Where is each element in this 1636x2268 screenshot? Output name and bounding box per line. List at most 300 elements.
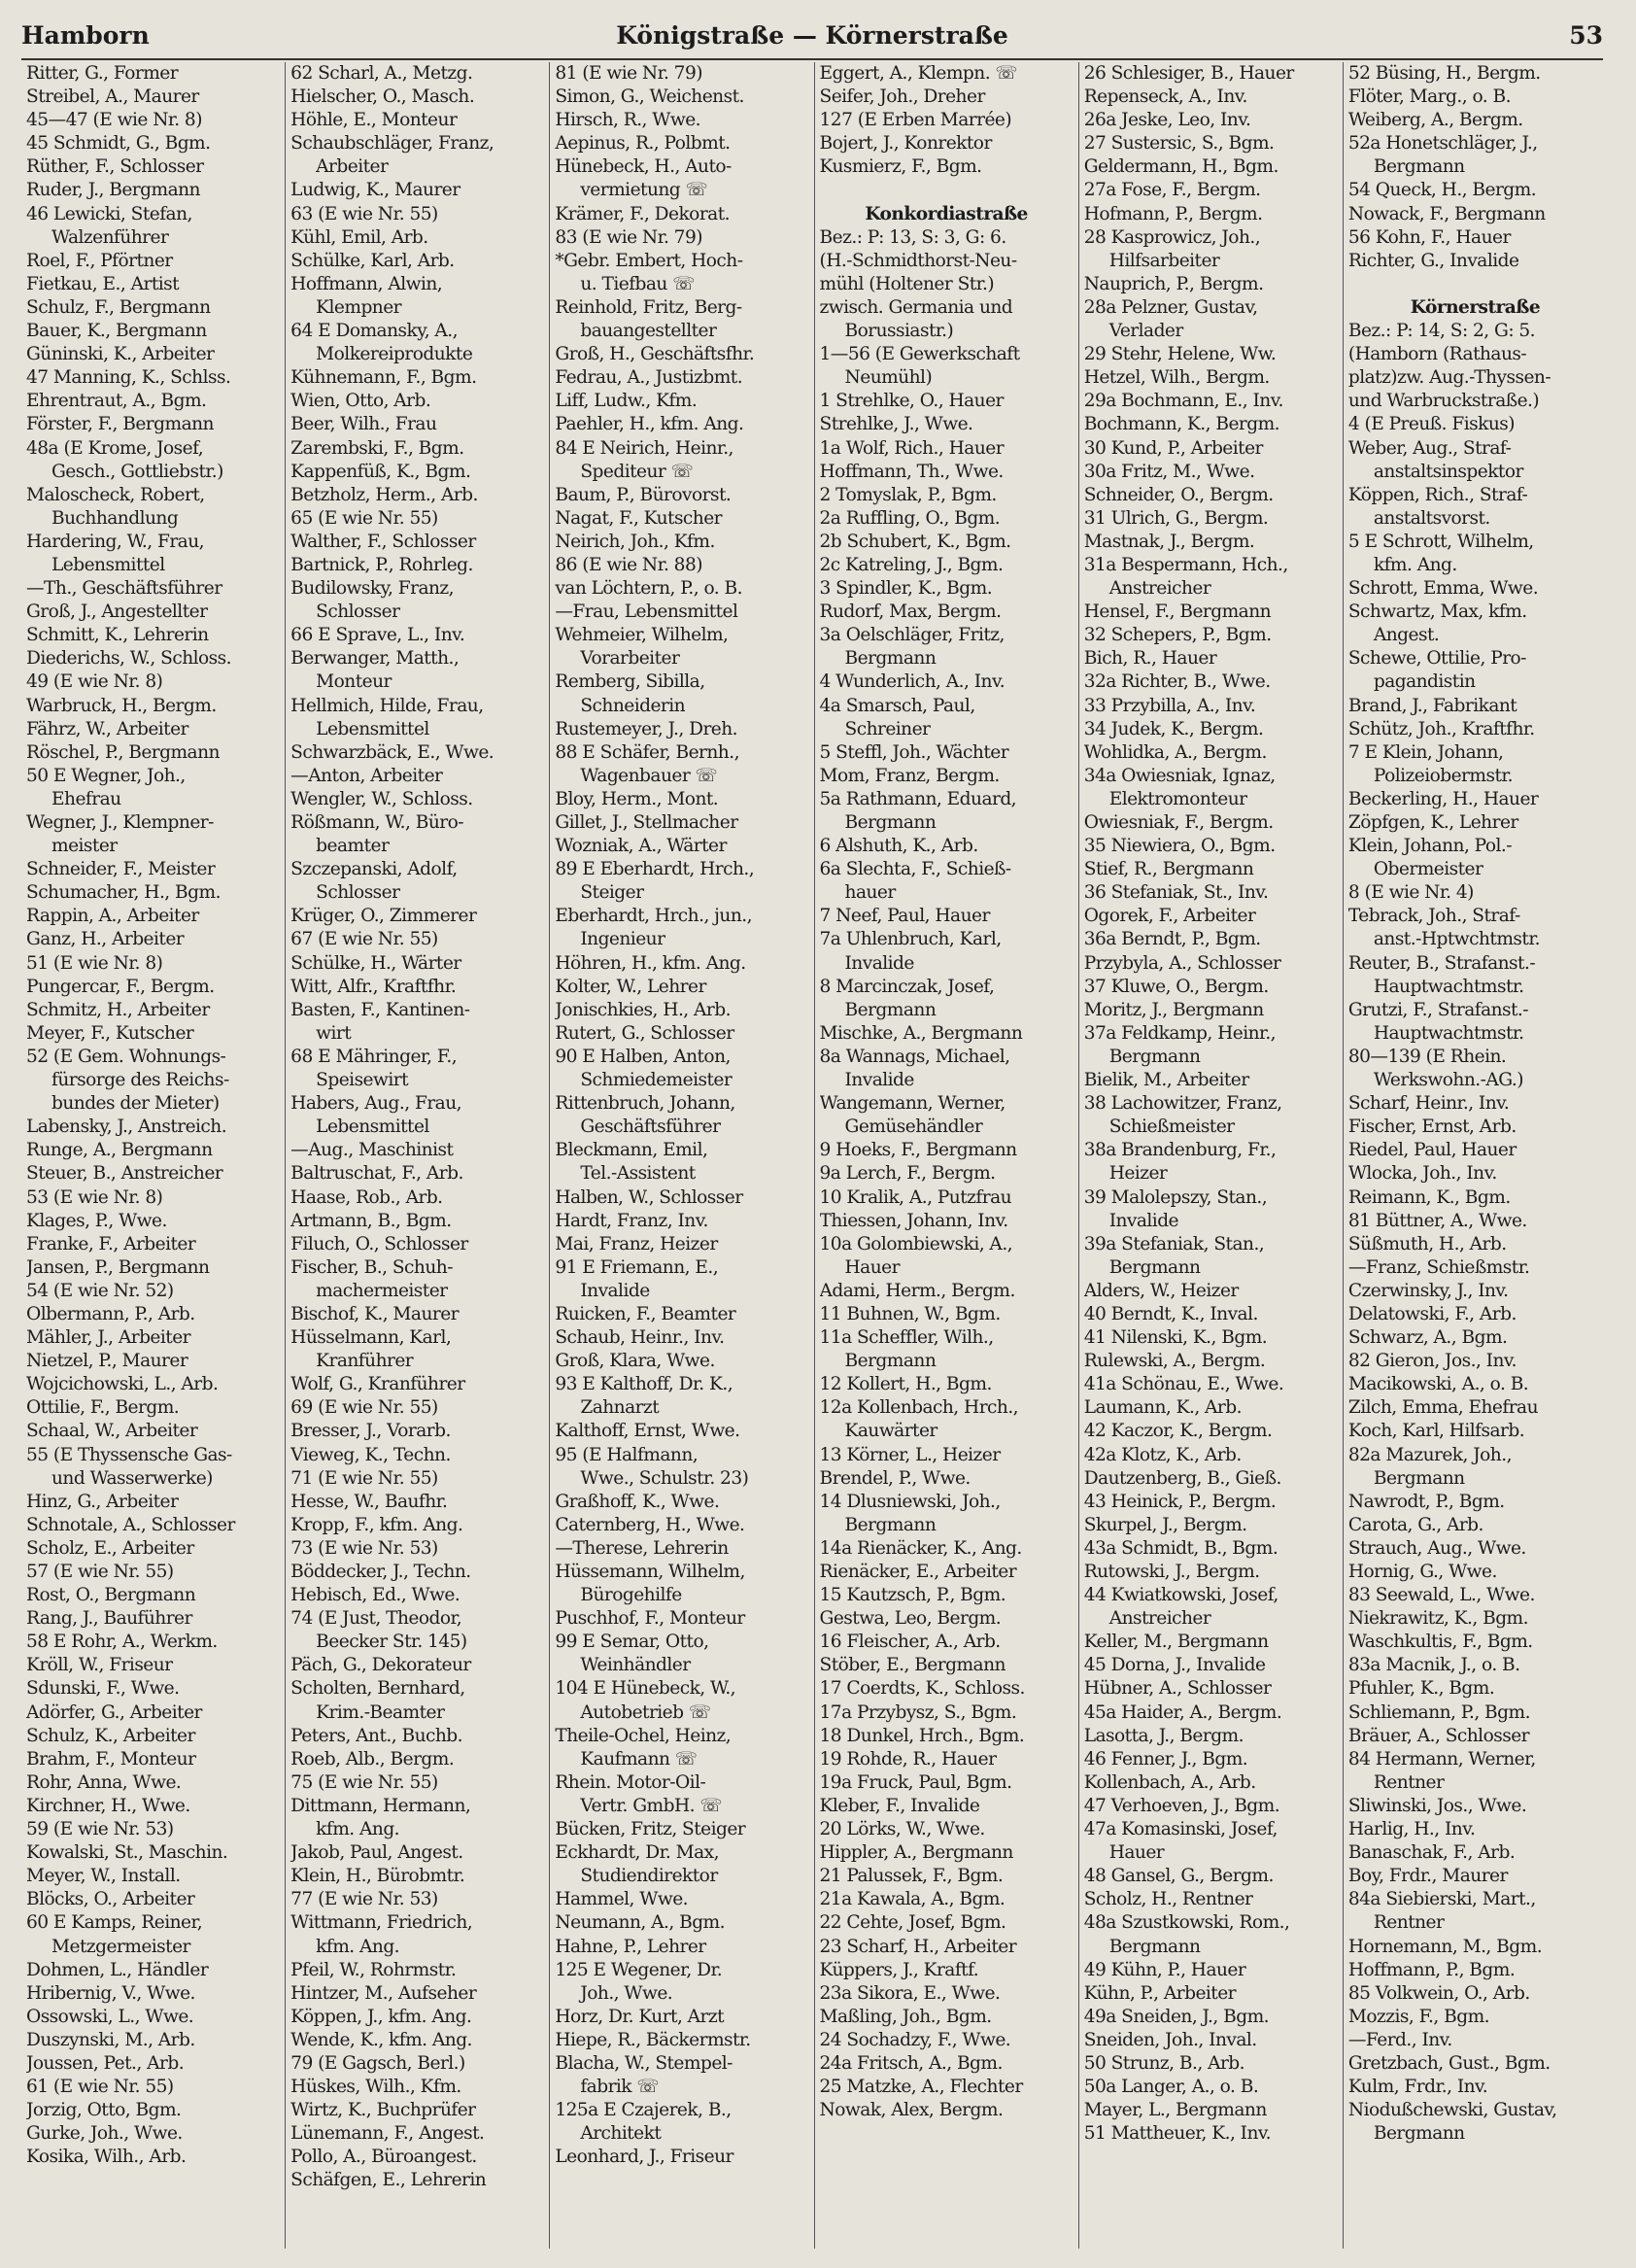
directory-entry-line: Roeb, Alb., Bergm. — [290, 1748, 455, 1770]
directory-entry-line: Nagat, F., Kutscher — [555, 507, 723, 529]
directory-entry-line: Hüskes, Wilh., Kfm. — [290, 2077, 461, 2098]
directory-entry-line: Beckerling, H., Hauer — [1347, 788, 1539, 809]
header-rule — [21, 58, 1603, 60]
directory-entry-line: Kleber, F., Invalide — [819, 1795, 980, 1816]
directory-entry-line: —Franz, Schießmstr. — [1347, 1256, 1530, 1278]
directory-entry-line: 62 Scharl, A., Metzg. — [290, 63, 473, 84]
directory-entry-line: Franke, F., Arbeiter — [26, 1233, 196, 1254]
directory-entry-line: Groß, Klara, Wwe. — [555, 1351, 715, 1372]
directory-entry-line: Invalide — [844, 952, 914, 974]
directory-entry-line: Nawrodt, P., Bgm. — [1347, 1491, 1505, 1512]
directory-entry-line: Carota, G., Arb. — [1347, 1514, 1483, 1535]
directory-entry-line: Blöcks, O., Arbeiter — [26, 1889, 195, 1910]
directory-entry-line: 81 Büttner, A., Wwe. — [1347, 1210, 1527, 1231]
directory-entry-line: 24a Fritsch, A., Bgm. — [819, 2052, 1003, 2074]
directory-entry-line: Schmiedemeister — [580, 1070, 733, 1091]
directory-entry-line: Thiessen, Johann, Inv. — [819, 1210, 1008, 1231]
directory-entry-line: Meyer, W., Install. — [26, 1866, 181, 1887]
directory-entry-line: 36a Berndt, P., Bgm. — [1083, 929, 1261, 950]
directory-entry-line: Lasotta, J., Bergm. — [1083, 1725, 1244, 1746]
directory-entry-line: Haase, Rob., Arb. — [290, 1186, 443, 1208]
directory-entry-line: Lebensmittel — [316, 1117, 429, 1138]
directory-entry-line: 64 E Domansky, A., — [290, 321, 459, 342]
directory-entry-line: 66 E Sprave, L., Inv. — [290, 625, 465, 646]
directory-entry-line: Bresser, J., Vorarb. — [290, 1421, 451, 1442]
directory-entry-line: —Frau, Lebensmittel — [555, 601, 738, 623]
directory-entry-line: Walzenführer — [51, 226, 169, 248]
directory-entry-line: 49 (E wie Nr. 8) — [26, 671, 163, 693]
directory-entry-line: Wittmann, Friedrich, — [290, 1912, 473, 1934]
directory-entry-line: u. Tiefbau ☏ — [580, 273, 695, 294]
directory-entry-line: Grutzi, F., Strafanst.- — [1347, 999, 1529, 1020]
directory-entry-line: Blacha, W., Stempel- — [555, 2052, 733, 2074]
directory-entry-line: Mastnak, J., Bergm. — [1083, 531, 1255, 552]
directory-entry-line: 49 Kühn, P., Hauer — [1083, 1959, 1246, 1980]
directory-entry-line: Liff, Ludw., Kfm. — [555, 391, 698, 412]
directory-entry-line: 2b Schubert, K., Bgm. — [819, 531, 1011, 552]
directory-entry-line: Rutert, G., Schlosser — [555, 1022, 734, 1044]
directory-entry-line: 49a Sneiden, J., Bgm. — [1083, 2006, 1270, 2027]
directory-entry-line: 14 Dlusniewski, Joh., — [819, 1491, 1001, 1512]
directory-entry-line: 16 Fleischer, A., Arb. — [819, 1632, 1001, 1653]
directory-entry-line: Aepinus, R., Polbmt. — [555, 133, 731, 155]
directory-entry-line: Ingenieur — [580, 929, 665, 950]
directory-entry-line: Labensky, J., Anstreich. — [26, 1117, 227, 1138]
directory-entry-line: 24 Sochadzy, F., Wwe. — [819, 2029, 1011, 2050]
directory-entry-line: 9a Lerch, F., Bergm. — [819, 1163, 996, 1185]
directory-entry-line: Heizer — [1108, 1163, 1168, 1185]
directory-entry-line: van Löchtern, P., o. B. — [555, 578, 742, 600]
directory-entry-line: Mayer, L., Bergmann — [1083, 2100, 1267, 2121]
directory-entry-line: Schewe, Ottilie, Pro- — [1347, 648, 1526, 670]
directory-entry-line: Hammel, Wwe. — [555, 1889, 689, 1910]
directory-entry-line: 10a Golombiewski, A., — [819, 1233, 1013, 1254]
column-3 — [550, 62, 814, 2249]
directory-entry-line: Dohmen, L., Händler — [26, 1959, 209, 1980]
directory-entry-line: Hünebeck, H., Auto- — [555, 156, 732, 178]
directory-entry-line: Beecker Str. 145) — [316, 1632, 467, 1653]
directory-entry-line: Hinz, G., Arbeiter — [26, 1491, 179, 1512]
directory-entry-line: Wozniak, A., Wärter — [555, 836, 727, 857]
directory-entry-line: 13 Körner, L., Heizer — [819, 1444, 1001, 1465]
directory-entry-line: 9 Hoeks, F., Bergmann — [819, 1140, 1017, 1161]
directory-entry-line: 3 Spindler, K., Bgm. — [819, 578, 993, 600]
directory-entry-line: Gestwa, Leo, Bergm. — [819, 1608, 1002, 1630]
directory-entry-line: 46 Fenner, J., Bgm. — [1083, 1748, 1248, 1770]
directory-entry-line: 29a Bochmann, E., Inv. — [1083, 391, 1283, 412]
column-4 — [815, 62, 1079, 2249]
directory-entry-line: 45—47 (E wie Nr. 8) — [26, 110, 202, 131]
directory-entry-line: Horz, Dr. Kurt, Arzt — [555, 2006, 725, 2027]
directory-entry-line: 7a Uhlenbruch, Karl, — [819, 929, 1002, 950]
directory-entry-line: Rentner — [1373, 1771, 1445, 1793]
directory-entry-line: Kühnemann, F., Bgm. — [290, 367, 477, 389]
directory-entry-line: Betzholz, Herm., Arb. — [290, 484, 478, 505]
directory-entry-line: 95 (E Halfmann, — [555, 1444, 699, 1465]
directory-entry-line: Hiepe, R., Bäckermstr. — [555, 2029, 751, 2050]
directory-entry-line: 53 (E wie Nr. 8) — [26, 1186, 163, 1208]
directory-entry-line: Scholz, E., Arbeiter — [26, 1537, 194, 1559]
directory-entry-line: Bielik, M., Arbeiter — [1083, 1070, 1249, 1091]
directory-entry-line: 5 E Schrott, Wilhelm, — [1347, 531, 1534, 552]
directory-entry-line: 15 Kautzsch, P., Bgm. — [819, 1585, 1006, 1606]
directory-entry-line: Hippler, A., Bergmann — [819, 1842, 1013, 1864]
directory-entry-line: 90 E Halben, Anton, — [555, 1046, 731, 1067]
directory-entry-line: Schaal, W., Arbeiter — [26, 1421, 198, 1442]
header-street-range: Königstraße — Körnerstraße — [616, 21, 1008, 50]
directory-entry-line: Köppen, J., kfm. Ang. — [290, 2006, 472, 2027]
directory-entry-line: Bergmann — [1373, 2123, 1465, 2145]
directory-entry-line: Berwanger, Matth., — [290, 648, 460, 670]
directory-entry-line: 43 Heinick, P., Bergm. — [1083, 1491, 1277, 1512]
directory-entry-line: Rentner — [1373, 1912, 1445, 1934]
directory-entry-line: Bergmann — [1373, 1467, 1465, 1489]
directory-entry-line: Bergmann — [1108, 1256, 1201, 1278]
directory-entry-line: Wwe., Schulstr. 23) — [580, 1467, 749, 1489]
directory-entry-line: 52a Honetschläger, J., — [1347, 133, 1538, 155]
directory-entry-line: 104 E Hünebeck, W., — [555, 1678, 736, 1700]
directory-entry-line: Moritz, J., Bergmann — [1083, 999, 1264, 1020]
directory-entry-line: Klages, P., Wwe. — [26, 1210, 167, 1231]
directory-entry-line: wirt — [316, 1022, 352, 1044]
directory-entry-line: Rittenbruch, Johann, — [555, 1093, 735, 1115]
directory-entry-line: Tel.-Assistent — [580, 1163, 696, 1185]
directory-entry-line: Scholten, Bernhard, — [290, 1678, 465, 1700]
directory-entry-line: Baum, P., Bürovorst. — [555, 484, 732, 505]
directory-entry-line: Gemüsehändler — [844, 1117, 983, 1138]
directory-entry-line: 28a Pelzner, Gustav, — [1083, 296, 1258, 318]
directory-entry-line: 73 (E wie Nr. 53) — [290, 1537, 438, 1559]
directory-entry-line: Nowak, Alex, Bergm. — [819, 2100, 1004, 2121]
directory-entry-line: Olbermann, P., Arb. — [26, 1303, 195, 1324]
directory-entry-line: Studiendirektor — [580, 1866, 718, 1887]
directory-entry-line: 65 (E wie Nr. 55) — [290, 507, 438, 529]
directory-entry-line: Rudorf, Max, Bergm. — [819, 601, 1002, 623]
directory-entry-line: Wehmeier, Wilhelm, — [555, 625, 729, 646]
directory-entry-line: Hribernig, V., Wwe. — [26, 1982, 195, 2004]
column-5 — [1079, 62, 1344, 2249]
directory-entry-line: Niekrawitz, K., Bgm. — [1347, 1608, 1529, 1630]
directory-entry-line: bundes der Mieter) — [51, 1093, 220, 1115]
directory-entry-line: mühl (Holtener Str.) — [819, 273, 995, 294]
directory-entry-line: 34a Owiesniak, Ignaz, — [1083, 765, 1276, 786]
directory-entry-line: Czerwinsky, J., Inv. — [1347, 1280, 1509, 1301]
directory-entry-line: Obermeister — [1373, 859, 1483, 880]
directory-entry-line: 7 E Klein, Johann, — [1347, 741, 1504, 763]
directory-entry-line: Röschel, P., Bergmann — [26, 741, 220, 763]
directory-entry-line: 3a Oelschläger, Fritz, — [819, 625, 1005, 646]
directory-entry-line: 23 Scharf, H., Arbeiter — [819, 1936, 1017, 1957]
directory-entry-line: 47 Verhoeven, J., Bgm. — [1083, 1795, 1280, 1816]
directory-entry-line: Bischof, K., Maurer — [290, 1303, 459, 1324]
directory-entry-line: Hüssemann, Wilhelm, — [555, 1562, 745, 1582]
directory-entry-line: Wohlidka, A., Bergm. — [1083, 741, 1267, 763]
directory-entry-line: Wengler, W., Schloss. — [290, 788, 473, 809]
directory-entry-line: Banaschak, F., Arb. — [1347, 1842, 1516, 1864]
directory-entry-line: Polizeiobermstr. — [1373, 765, 1514, 786]
directory-entry-line: 45 Schmidt, G., Bgm. — [26, 133, 211, 155]
directory-entry-line: anst.-Hptwchtmstr. — [1373, 929, 1540, 950]
directory-entry-line: 52 Büsing, H., Bergm. — [1347, 63, 1541, 84]
directory-entry-line: 52 (E Gem. Wohnungs- — [26, 1046, 226, 1067]
directory-entry-line: Elektromonteur — [1108, 788, 1247, 809]
directory-entry-line: Höhle, E., Monteur — [290, 110, 458, 131]
directory-entry-line: Nowack, F., Bergmann — [1347, 203, 1546, 224]
directory-entry-line: 27a Fose, F., Bergm. — [1083, 180, 1261, 201]
directory-entry-line: 22 Cehte, Josef, Bgm. — [819, 1912, 1006, 1934]
directory-entry-line: Pfeil, W., Rohrmstr. — [290, 1959, 457, 1980]
directory-entry-line: Hensel, F., Bergmann — [1083, 601, 1272, 623]
directory-entry-line: Hauptwachtmstr. — [1373, 1022, 1524, 1044]
directory-entry-line: 17a Przybysz, S., Bgm. — [819, 1701, 1017, 1723]
directory-entry-line: Schrott, Emma, Wwe. — [1347, 578, 1539, 600]
directory-entry-line: Invalide — [1108, 1210, 1178, 1231]
directory-entry-line: *Gebr. Embert, Hoch- — [555, 250, 743, 271]
directory-entry-line: Ganz, H., Arbeiter — [26, 929, 185, 950]
directory-entry-line: Nauprich, P., Bergm. — [1083, 273, 1264, 294]
directory-entry-line: Speisewirt — [316, 1070, 409, 1091]
directory-entry-line: Kollenbach, A., Arb. — [1083, 1771, 1256, 1793]
directory-entry-line: 30a Fritz, M., Wwe. — [1083, 461, 1255, 482]
directory-entry-line: Klein, Johann, Pol.- — [1347, 836, 1513, 857]
directory-entry-line: anstaltsinspektor — [1373, 461, 1523, 482]
directory-entry-line: machermeister — [316, 1280, 448, 1301]
directory-entry-line: 125a E Czajerek, B., — [555, 2100, 732, 2121]
directory-entry-line: Przybyla, A., Schlosser — [1083, 952, 1281, 974]
directory-entry-line: Stöber, E., Bergmann — [819, 1655, 1005, 1676]
directory-entry-line: 33 Przybilla, A., Inv. — [1083, 695, 1256, 716]
directory-entry-line: Schießmeister — [1108, 1117, 1235, 1138]
directory-entry-line: 26 Schlesiger, B., Hauer — [1083, 63, 1294, 84]
directory-entry-line: Jonischkies, H., Arb. — [555, 999, 731, 1020]
directory-entry-line: Mischke, A., Bergmann — [819, 1022, 1023, 1044]
directory-entry-line: Laumann, K., Arb. — [1083, 1397, 1242, 1419]
directory-entry-line: Scharf, Heinr., Inv. — [1347, 1093, 1510, 1115]
directory-entry-line: Zilch, Emma, Ehefrau — [1347, 1397, 1539, 1419]
directory-entry-line: Schütz, Joh., Kraftfhr. — [1347, 718, 1535, 739]
directory-entry-line: 42a Klotz, K., Arb. — [1083, 1444, 1242, 1465]
directory-entry-line: Schülke, Karl, Arb. — [290, 250, 455, 271]
directory-entry-line: 41 Nilenski, K., Bgm. — [1083, 1327, 1268, 1349]
directory-entry-line: 19 Rohde, R., Hauer — [819, 1748, 997, 1770]
directory-entry-line: Kusmierz, F., Bgm. — [819, 156, 982, 178]
directory-entry-line: Brahm, F., Monteur — [26, 1748, 196, 1770]
directory-entry-line: 30 Kund, P., Arbeiter — [1083, 437, 1263, 459]
directory-entry-line: Ruicken, F., Beamter — [555, 1303, 736, 1324]
directory-entry-line: Ogorek, F., Arbeiter — [1083, 906, 1256, 927]
directory-entry-line: Reimann, K., Bgm. — [1347, 1186, 1511, 1208]
directory-entry-line: 2a Ruffling, O., Bgm. — [819, 507, 1001, 529]
directory-entry-line: 40 Berndt, K., Inval. — [1083, 1303, 1258, 1324]
street-heading: Konkordiastraße — [865, 203, 1028, 224]
directory-entry-line: Pollo, A., Büroangest. — [290, 2147, 477, 2168]
directory-entry-line: Boy, Frdr., Maurer — [1347, 1866, 1508, 1887]
directory-entry-line: Wojcichowski, L., Arb. — [26, 1374, 219, 1395]
directory-entry-line: Joh., Wwe. — [580, 1982, 673, 2004]
directory-entry-line: Bez.: P: 13, S: 3, G: 6. — [819, 226, 1006, 248]
directory-entry-line: Bücken, Fritz, Steiger — [555, 1819, 746, 1840]
directory-entry-line: 86 (E wie Nr. 88) — [555, 554, 702, 575]
directory-entry-line: 6 Alshuth, K., Arb. — [819, 836, 978, 857]
directory-entry-line: Hüsselmann, Karl, — [290, 1327, 452, 1349]
directory-entry-line: Streibel, A., Maurer — [26, 86, 199, 108]
directory-entry-line: Geldermann, H., Bgm. — [1083, 156, 1278, 178]
directory-entry-line: Rang, J., Bauführer — [26, 1608, 192, 1630]
directory-entry-line: kfm. Ang. — [316, 1819, 400, 1840]
directory-entry-line: Eckhardt, Dr. Max, — [555, 1842, 719, 1864]
directory-entry-line: Süßmuth, H., Arb. — [1347, 1233, 1507, 1254]
directory-entry-line: Wegner, J., Klempner- — [26, 812, 214, 833]
directory-entry-line: Zöpfgen, K., Lehrer — [1347, 812, 1518, 833]
directory-entry-line: Caternberg, H., Wwe. — [555, 1514, 745, 1535]
directory-entry-line: Wolf, G., Kranführer — [290, 1374, 465, 1395]
directory-entry-line: Architekt — [580, 2123, 662, 2145]
directory-entry-line: Sneiden, Joh., Inval. — [1083, 2029, 1257, 2050]
directory-entry-line: 12 Kollert, H., Bgm. — [819, 1374, 992, 1395]
directory-entry-line: Pfuhler, K., Bgm. — [1347, 1678, 1495, 1700]
directory-entry-line: Puschhof, F., Monteur — [555, 1608, 745, 1630]
header-page-number: 53 — [1569, 21, 1603, 50]
directory-entry-line: Brand, J., Fabrikant — [1347, 695, 1517, 716]
directory-entry-line: Wangemann, Werner, — [819, 1093, 1005, 1115]
directory-entry-line: 8 (E wie Nr. 4) — [1347, 882, 1474, 904]
directory-entry-line: Paehler, H., kfm. Ang. — [555, 414, 744, 435]
directory-entry-line: 71 (E wie Nr. 55) — [290, 1467, 438, 1489]
directory-entry-line: Fedrau, A., Justizbmt. — [555, 367, 743, 389]
directory-entry-line: Buchhandlung — [51, 507, 179, 529]
directory-entry-line: 55 (E Thyssensche Gas- — [26, 1444, 232, 1465]
directory-entry-line: 11 Buhnen, W., Bgm. — [819, 1303, 1001, 1324]
directory-entry-line: Angest. — [1373, 625, 1440, 646]
directory-entry-line: 18 Dunkel, Hrch., Bgm. — [819, 1725, 1025, 1746]
directory-columns — [21, 62, 1607, 2249]
directory-entry-line: 27 Sustersic, S., Bgm. — [1083, 133, 1275, 155]
directory-entry-line: Kropp, F., kfm. Ang. — [290, 1514, 463, 1535]
directory-entry-line: Schwartz, Max, kfm. — [1347, 601, 1527, 623]
directory-entry-line: 29 Stehr, Helene, Ww. — [1083, 344, 1277, 365]
directory-entry-line: 99 E Semar, Otto, — [555, 1632, 709, 1653]
directory-entry-line: vermietung ☏ — [580, 180, 708, 201]
directory-entry-line: 84 E Neirich, Heinr., — [555, 437, 733, 459]
directory-entry-line: Sliwinski, Jos., Wwe. — [1347, 1795, 1527, 1816]
directory-entry-line: Spediteur ☏ — [580, 461, 694, 482]
directory-entry-line: Gesch., Gottliebstr.) — [51, 461, 223, 482]
directory-entry-line: 79 (E Gagsch, Berl.) — [290, 2052, 465, 2074]
directory-entry-line: 93 E Kalthoff, Dr. K., — [555, 1374, 733, 1395]
spacer — [820, 179, 1074, 202]
directory-entry-line: Hetzel, Wilh., Bergm. — [1083, 367, 1270, 389]
directory-entry-line: Zahnarzt — [580, 1397, 660, 1419]
directory-entry-line: Weiberg, A., Bergm. — [1347, 110, 1523, 131]
directory-entry-line: Neirich, Joh., Kfm. — [555, 531, 715, 552]
directory-entry-line: 84 Hermann, Werner, — [1347, 1748, 1536, 1770]
directory-entry-line: 48 Gansel, G., Bergm. — [1083, 1866, 1274, 1887]
directory-entry-line: 48a (E Krome, Josef, — [26, 437, 204, 459]
directory-entry-line: Hardt, Franz, Inv. — [555, 1210, 708, 1231]
directory-entry-line: Tebrack, Joh., Straf- — [1347, 906, 1520, 927]
directory-entry-line: Duszynski, M., Arb. — [26, 2029, 195, 2050]
directory-entry-line: 1—56 (E Gewerkschaft — [819, 344, 1020, 365]
directory-entry-line: Ludwig, K., Maurer — [290, 180, 460, 201]
directory-entry-line: Delatowski, F., Arb. — [1347, 1303, 1517, 1324]
directory-entry-line: 81 (E wie Nr. 79) — [555, 63, 702, 84]
directory-entry-line: und Warbruckstraße.) — [1347, 391, 1540, 412]
directory-entry-line: Schneider, F., Meister — [26, 859, 216, 880]
directory-entry-line: Hesse, W., Baufhr. — [290, 1491, 448, 1512]
directory-entry-line: Hintzer, M., Aufseher — [290, 1982, 477, 2004]
directory-entry-line: Krüger, O., Zimmerer — [290, 906, 477, 927]
directory-entry-line: Wlocka, Joh., Inv. — [1347, 1163, 1497, 1185]
directory-entry-line: und Wasserwerke) — [51, 1467, 213, 1489]
directory-entry-line: 34 Judek, K., Bergm. — [1083, 718, 1264, 739]
directory-entry-line: bauangestellter — [580, 321, 717, 342]
directory-entry-line: Kirchner, H., Wwe. — [26, 1795, 190, 1816]
directory-entry-line: (Hamborn (Rathaus- — [1347, 344, 1527, 365]
directory-entry-line: 32a Richter, B., Wwe. — [1083, 671, 1271, 693]
directory-entry-line: 47a Komasinski, Josef, — [1083, 1819, 1278, 1840]
directory-entry-line: Rößmann, W., Büro- — [290, 812, 463, 833]
directory-entry-line: Schaubschläger, Franz, — [290, 133, 494, 155]
directory-entry-line: Nietzel, P., Maurer — [26, 1351, 188, 1372]
directory-entry-line: 77 (E wie Nr. 53) — [290, 1889, 438, 1910]
directory-entry-line: Bich, R., Hauer — [1083, 648, 1217, 670]
directory-entry-line: Rohr, Anna, Wwe. — [26, 1771, 182, 1793]
directory-entry-line: Kappenfüß, K., Bgm. — [290, 461, 471, 482]
directory-entry-line: Wagenbauer ☏ — [580, 765, 718, 786]
directory-entry-line: anstaltsvorst. — [1373, 507, 1490, 529]
directory-entry-line: Kauwärter — [844, 1421, 937, 1442]
directory-entry-line: Hofmann, P., Bergm. — [1083, 203, 1263, 224]
directory-entry-line: Hornig, G., Wwe. — [1347, 1562, 1497, 1582]
directory-entry-line: Remberg, Sibilla, — [555, 671, 705, 693]
directory-entry-line: Lebensmittel — [51, 554, 165, 575]
spacer — [1348, 273, 1602, 296]
directory-entry-line: 82 Gieron, Jos., Inv. — [1347, 1351, 1517, 1372]
directory-entry-line: kfm. Ang. — [1373, 554, 1457, 575]
directory-entry-line: 41a Schönau, E., Wwe. — [1083, 1374, 1284, 1395]
directory-entry-line: Rutowski, J., Bergm. — [1083, 1562, 1260, 1582]
directory-entry-line: 8 Marcinczak, Josef, — [819, 976, 995, 997]
directory-entry-line: fabrik ☏ — [580, 2077, 660, 2098]
directory-entry-line: Reuter, B., Strafanst.- — [1347, 952, 1536, 974]
directory-entry-line: Schülke, H., Wärter — [290, 952, 461, 974]
directory-entry-line: —Ferd., Inv. — [1347, 2029, 1452, 2050]
directory-entry-line: Schlosser — [316, 601, 400, 623]
directory-entry-line: 31 Ulrich, G., Bergm. — [1083, 507, 1269, 529]
directory-entry-line: 125 E Wegener, Dr. — [555, 1959, 723, 1980]
directory-entry-line: Fischer, B., Schuh- — [290, 1256, 453, 1278]
directory-entry-line: Schaub, Heinr., Inv. — [555, 1327, 725, 1349]
directory-entry-line: Höhren, H., kfm. Ang. — [555, 952, 746, 974]
directory-entry-line: Koch, Karl, Hilfsarb. — [1347, 1421, 1525, 1442]
directory-entry-line: Päch, G., Dekorateur — [290, 1655, 471, 1676]
directory-entry-line: Bergmann — [1373, 156, 1465, 178]
directory-entry-line: Gillet, J., Stellmacher — [555, 812, 738, 833]
directory-entry-line: Walther, F., Schlosser — [290, 531, 476, 552]
directory-entry-line: 45a Haider, A., Bergm. — [1083, 1701, 1282, 1723]
directory-entry-line: Küppers, J., Kraftf. — [819, 1959, 979, 1980]
directory-entry-line: Kühl, Emil, Arb. — [290, 226, 428, 248]
directory-entry-line: Kosika, Wilh., Arb. — [26, 2147, 187, 2168]
directory-entry-line: Fietkau, E., Artist — [26, 273, 180, 294]
directory-entry-line: Klempner — [316, 296, 402, 318]
directory-entry-line: 11a Scheffler, Wilh., — [819, 1327, 994, 1349]
directory-entry-line: Joussen, Pet., Arb. — [26, 2052, 185, 2074]
directory-entry-line: —Aug., Maschinist — [290, 1140, 454, 1161]
directory-entry-line: Rhein. Motor-Oil- — [555, 1771, 706, 1793]
directory-entry-line: Theile-Ochel, Heinz, — [555, 1725, 732, 1746]
directory-entry-line: Jorzig, Otto, Bgm. — [26, 2100, 182, 2121]
